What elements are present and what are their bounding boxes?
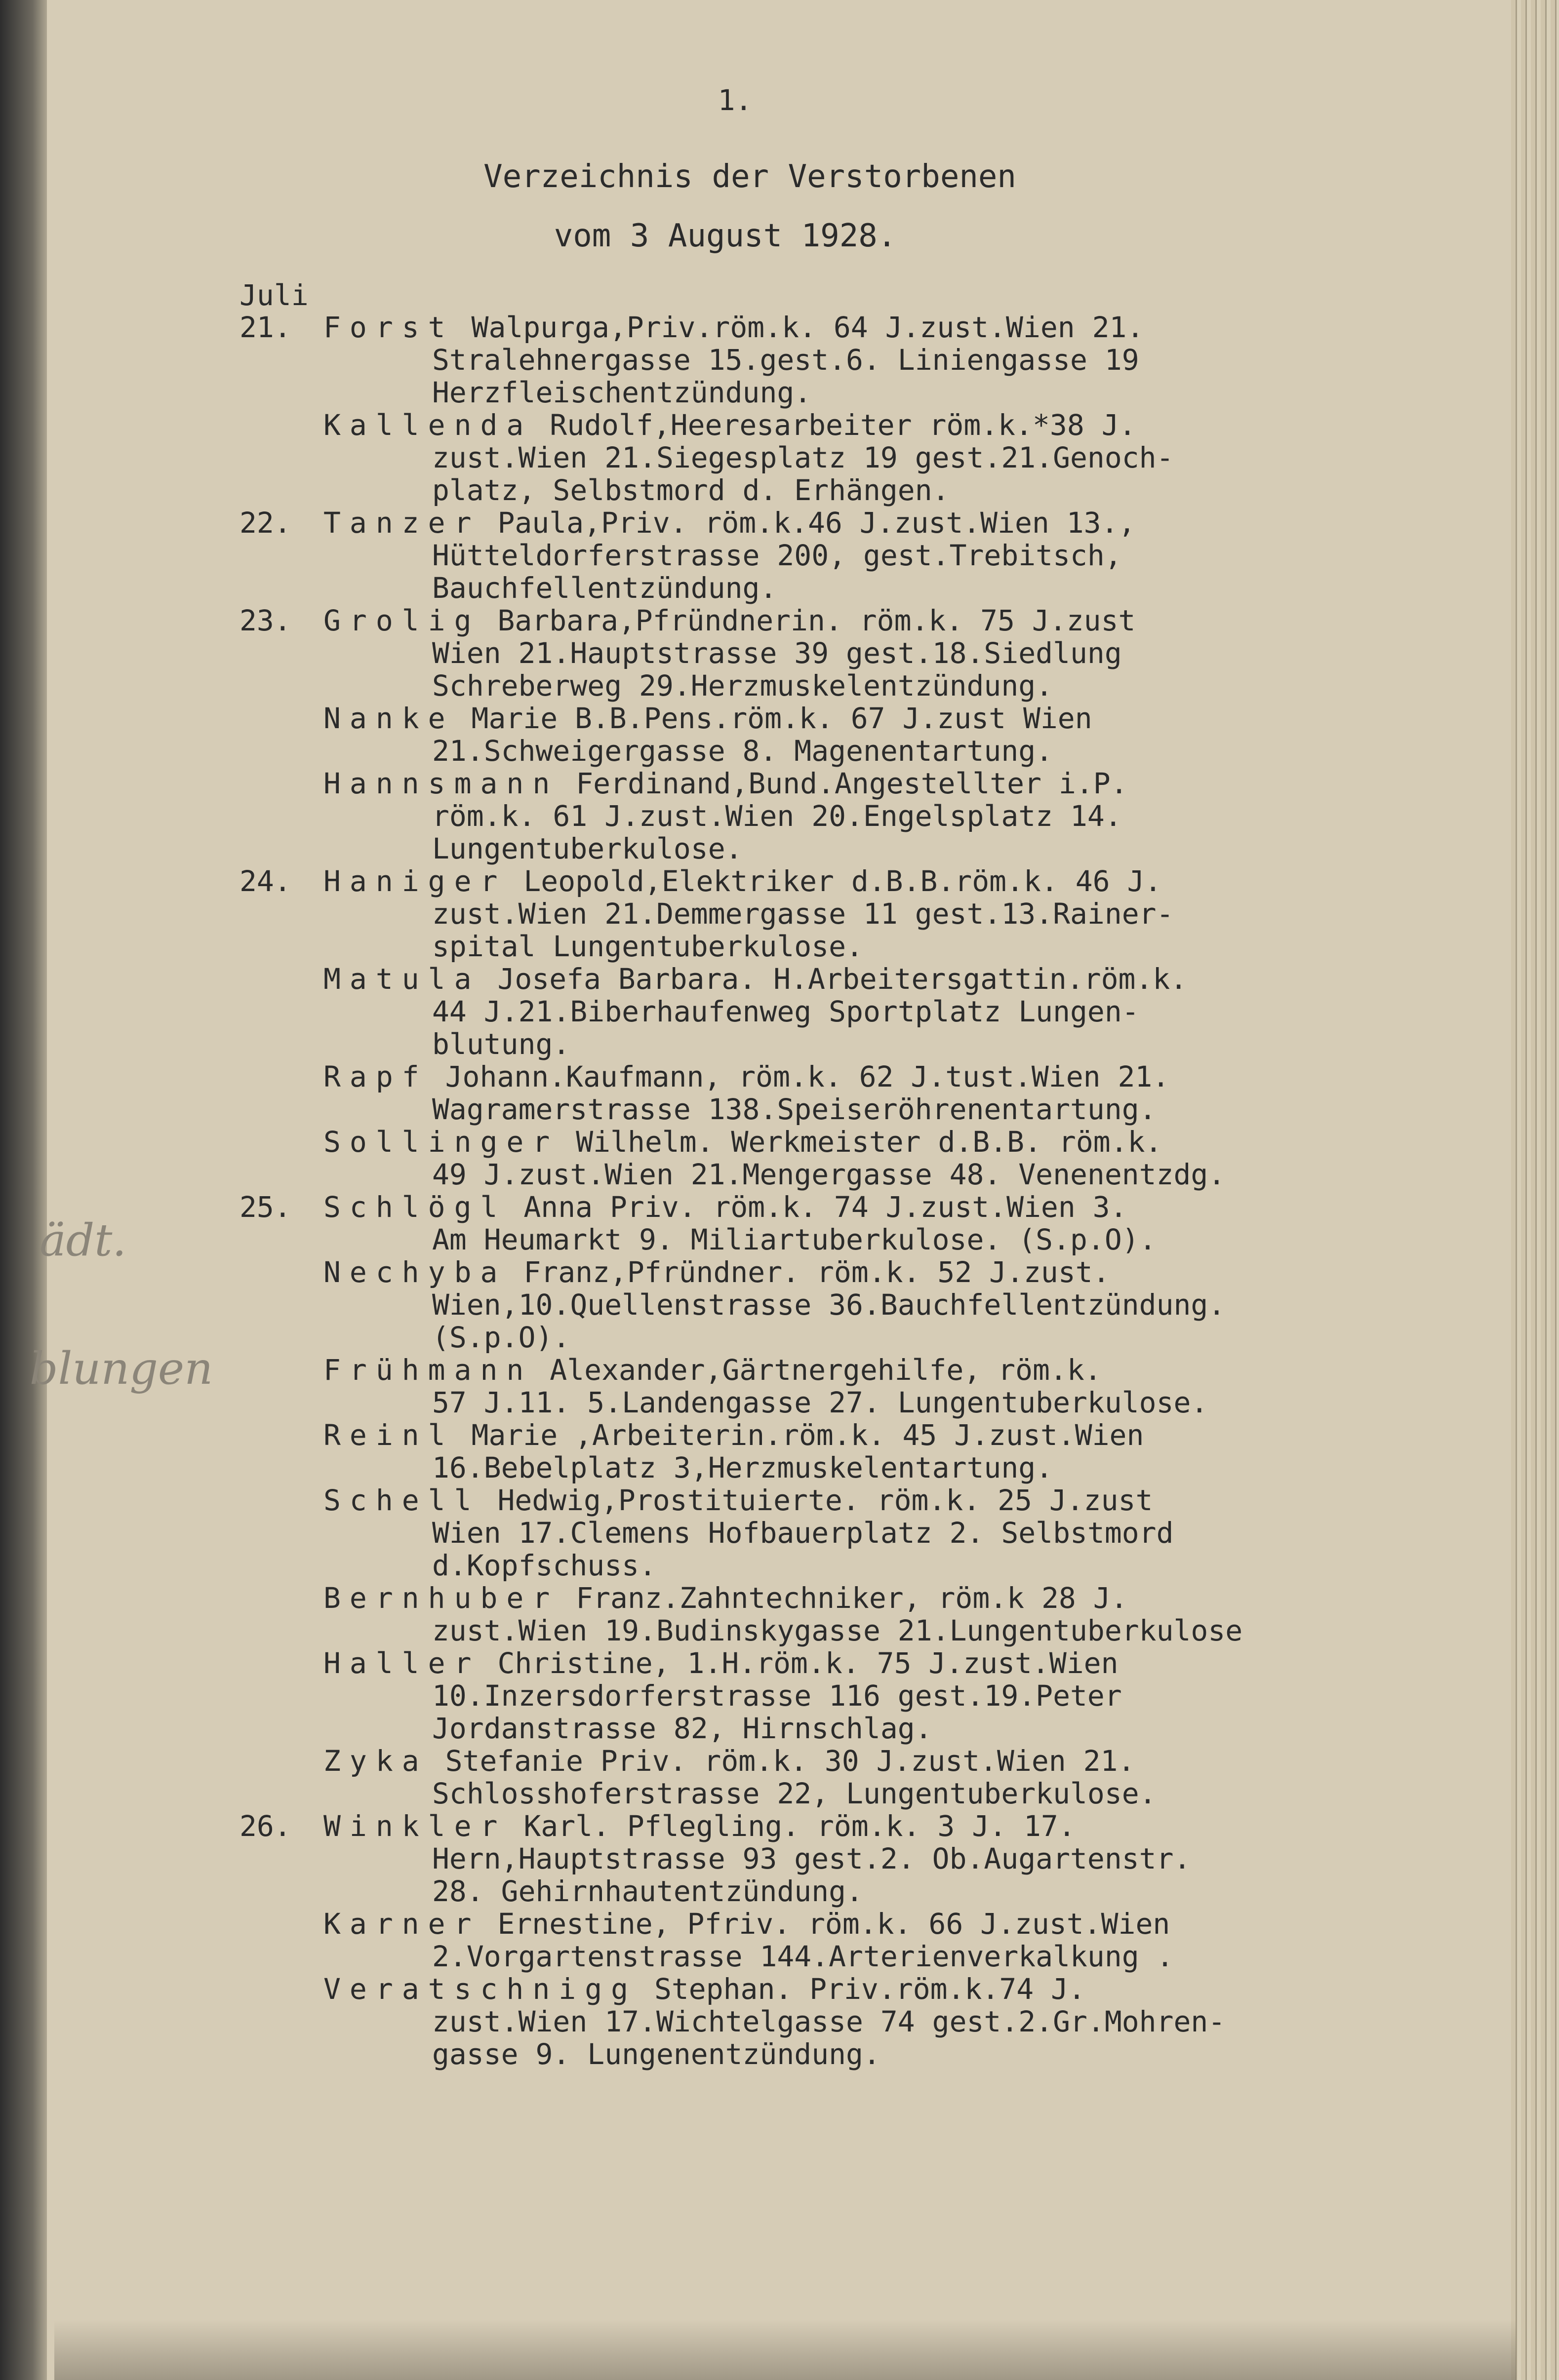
register-entry xyxy=(240,1484,1242,1582)
register-entry xyxy=(240,1354,1242,1419)
entry-continuation: (S.p.O). xyxy=(432,1321,570,1354)
entry-continuation: Wien,10.Quellenstrasse 36.Bauchfellentzündung. xyxy=(432,1288,1226,1322)
entry-first-line xyxy=(240,1582,1242,1614)
register-entry xyxy=(240,1191,1242,1256)
entry-surname: Frühmann xyxy=(323,1353,533,1387)
entry-surname: Sollinger xyxy=(323,1125,559,1159)
entry-first-line xyxy=(240,865,1242,897)
entry-surname: Karner xyxy=(323,1907,480,1941)
entry-text: Stefanie Priv. röm.k. 30 J.zust.Wien 21. xyxy=(445,1744,1135,1778)
entry-continuation: 44 J.21.Biberhaufenweg Sportplatz Lungen- xyxy=(432,995,1139,1028)
register-entry xyxy=(240,507,1242,604)
entry-surname: Haller xyxy=(323,1646,480,1680)
entry-surname: Tanzer xyxy=(323,506,480,540)
register-entry xyxy=(240,865,1242,963)
entry-continuation: 21.Schweigergasse 8. Magenentartung. xyxy=(432,734,1053,768)
entry-text: Barbara,Pfründnerin. röm.k. 75 J.zust xyxy=(497,604,1136,637)
entry-surname: Hannsmann xyxy=(323,767,559,800)
entry-text: Franz,Pfründner. röm.k. 52 J.zust. xyxy=(523,1255,1110,1289)
entry-text: Marie B.B.Pens.röm.k. 67 J.zust Wien xyxy=(471,702,1092,735)
entry-continuation: platz, Selbstmord d. Erhängen. xyxy=(432,473,950,507)
entry-text: Wilhelm. Werkmeister d.B.B. röm.k. xyxy=(576,1125,1162,1159)
register-entry xyxy=(240,767,1242,865)
register-entry xyxy=(240,1126,1242,1191)
register-entry xyxy=(240,1810,1242,1908)
entry-surname: Forst xyxy=(323,311,454,344)
margin-note: ädt. xyxy=(40,1214,127,1266)
entry-text: Leopold,Elektriker d.B.B.röm.k. 46 J. xyxy=(523,864,1162,898)
entry-continuation: 28. Gehirnhautentzündung. xyxy=(432,1874,863,1908)
entry-surname: Schlögl xyxy=(323,1190,507,1224)
entry-continuation: 57 J.11. 5.Landengasse 27. Lungentuberkulose. xyxy=(432,1386,1208,1419)
book-gutter-shadow xyxy=(0,0,54,2380)
date-line: vom 3 August 1928. xyxy=(554,218,897,254)
page-title: Verzeichnis der Verstorbenen xyxy=(483,158,1016,195)
register-entry xyxy=(240,1908,1242,1973)
entry-surname: Bernhuber xyxy=(323,1581,559,1615)
entry-first-line xyxy=(240,1419,1242,1451)
entry-surname: Nechyba xyxy=(323,1255,507,1289)
entry-text: Johann.Kaufmann, röm.k. 62 J.tust.Wien 21. xyxy=(445,1060,1170,1093)
entry-first-line xyxy=(240,1484,1242,1517)
register-entry xyxy=(240,963,1242,1060)
entry-continuation: Stralehnergasse 15.gest.6. Liniengasse 19 xyxy=(432,343,1139,377)
page-number: 1. xyxy=(718,83,753,117)
entry-first-line xyxy=(240,1191,1242,1223)
entry-surname: Matula xyxy=(323,962,480,996)
entry-first-line xyxy=(240,1354,1242,1386)
entry-continuation: Lungentuberkulose. xyxy=(432,832,743,865)
entry-text: Rudolf,Heeresarbeiter röm.k.*38 J. xyxy=(550,408,1136,442)
register-entry xyxy=(240,604,1242,702)
entry-first-line xyxy=(240,963,1242,995)
entry-first-line xyxy=(240,507,1242,539)
entry-continuation: zust.Wien 17.Wichtelgasse 74 gest.2.Gr.Mohren- xyxy=(432,2005,1226,2038)
entry-surname: Nanke xyxy=(323,702,454,735)
entry-first-line xyxy=(240,1908,1242,1940)
entry-surname: Rapf xyxy=(323,1060,428,1093)
entry-continuation: zust.Wien 21.Siegesplatz 19 gest.21.Genoch- xyxy=(432,441,1174,474)
entry-first-line xyxy=(240,604,1242,637)
margin-note: blungen xyxy=(30,1343,213,1395)
entry-continuation: zust.Wien 19.Budinskygasse 21.Lungentuberkulose xyxy=(432,1614,1243,1647)
entry-first-line xyxy=(240,409,1242,441)
entry-day: 21. xyxy=(240,311,291,344)
entry-continuation: Wien 21.Hauptstrasse 39 gest.18.Siedlung xyxy=(432,636,1122,670)
register-entry xyxy=(240,1419,1242,1484)
death-register-list xyxy=(240,311,1242,2070)
entry-surname: Grolig xyxy=(323,604,480,637)
entry-continuation: gasse 9. Lungenentzündung. xyxy=(432,2037,880,2071)
entry-continuation: röm.k. 61 J.zust.Wien 20.Engelsplatz 14. xyxy=(432,799,1122,833)
entry-day: 23. xyxy=(240,604,291,637)
entry-surname: Reinl xyxy=(323,1418,454,1452)
entry-continuation: Schlosshoferstrasse 22, Lungentuberkulose. xyxy=(432,1777,1157,1810)
entry-first-line xyxy=(240,702,1242,735)
entry-continuation: 2.Vorgartenstrasse 144.Arterienverkalkung . xyxy=(432,1940,1174,1973)
entry-continuation: Jordanstrasse 82, Hirnschlag. xyxy=(432,1712,932,1745)
entry-continuation: Schreberweg 29.Herzmuskelentzündung. xyxy=(432,669,1053,702)
entry-continuation: Hütteldorferstrasse 200, gest.Trebitsch, xyxy=(432,539,1122,572)
entry-continuation: blutung. xyxy=(432,1027,570,1061)
entry-continuation: 16.Bebelplatz 3,Herzmuskelentartung. xyxy=(432,1451,1053,1484)
entry-text: Franz.Zahntechniker, röm.k 28 J. xyxy=(576,1581,1128,1615)
entry-text: Ferdinand,Bund.Angestellter i.P. xyxy=(576,767,1128,800)
register-entry xyxy=(240,409,1242,507)
entry-continuation: d.Kopfschuss. xyxy=(432,1549,656,1582)
entry-continuation: Herzfleischentzündung. xyxy=(432,376,812,409)
entry-first-line xyxy=(240,1745,1242,1777)
entry-day: 22. xyxy=(240,506,291,540)
entry-surname: Zyka xyxy=(323,1744,428,1778)
register-entry xyxy=(240,1745,1242,1810)
entry-first-line xyxy=(240,767,1242,800)
entry-continuation: Wagramerstrasse 138.Speiseröhrenentartung. xyxy=(432,1092,1157,1126)
register-entry xyxy=(240,1647,1242,1745)
entry-day: 24. xyxy=(240,864,291,898)
entry-continuation: zust.Wien 21.Demmergasse 11 gest.13.Rainer- xyxy=(432,897,1174,931)
entry-first-line xyxy=(240,1256,1242,1288)
entry-text: Paula,Priv. röm.k.46 J.zust.Wien 13., xyxy=(497,506,1136,540)
entry-surname: Kallenda xyxy=(323,408,533,442)
entry-text: Stephan. Priv.röm.k.74 J. xyxy=(654,1972,1085,2006)
entry-day: 26. xyxy=(240,1809,291,1843)
entry-continuation: Bauchfellentzündung. xyxy=(432,571,777,605)
entry-surname: Haniger xyxy=(323,864,507,898)
register-entry xyxy=(240,1256,1242,1354)
entry-text: Christine, 1.H.röm.k. 75 J.zust.Wien xyxy=(497,1646,1119,1680)
entry-text: Walpurga,Priv.röm.k. 64 J.zust.Wien 21. xyxy=(471,311,1144,344)
entry-continuation: spital Lungentuberkulose. xyxy=(432,930,863,963)
register-entry xyxy=(240,1582,1242,1647)
entry-continuation: 10.Inzersdorferstrasse 116 gest.19.Peter xyxy=(432,1679,1122,1713)
page-edges xyxy=(1511,0,1559,2380)
entry-text: Alexander,Gärtnergehilfe, röm.k. xyxy=(550,1353,1102,1387)
entry-surname: Schell xyxy=(323,1483,480,1517)
register-entry xyxy=(240,702,1242,767)
entry-continuation: Hern,Hauptstrasse 93 gest.2. Ob.Augartenstr. xyxy=(432,1842,1191,1875)
entry-continuation: 49 J.zust.Wien 21.Mengergasse 48. Venenentzdg. xyxy=(432,1158,1226,1191)
entry-first-line xyxy=(240,1810,1242,1842)
entry-text: Anna Priv. röm.k. 74 J.zust.Wien 3. xyxy=(523,1190,1127,1224)
entry-text: Marie ,Arbeiterin.röm.k. 45 J.zust.Wien xyxy=(471,1418,1144,1452)
entry-first-line xyxy=(240,1126,1242,1158)
entry-day: 25. xyxy=(240,1190,291,1224)
register-entry xyxy=(240,1973,1242,2070)
entry-continuation: Am Heumarkt 9. Miliartuberkulose. (S.p.O). xyxy=(432,1223,1157,1256)
entry-first-line xyxy=(240,1647,1242,1679)
entry-first-line xyxy=(240,1973,1242,2005)
entry-text: Josefa Barbara. H.Arbeitersgattin.röm.k. xyxy=(497,962,1188,996)
entry-first-line xyxy=(240,311,1242,344)
entry-text: Ernestine, Pfriv. röm.k. 66 J.zust.Wien xyxy=(497,1907,1170,1941)
entry-text: Karl. Pflegling. röm.k. 3 J. 17. xyxy=(523,1809,1076,1843)
entry-continuation: Wien 17.Clemens Hofbauerplatz 2. Selbstmord xyxy=(432,1516,1174,1550)
register-entry xyxy=(240,311,1242,409)
register-entry xyxy=(240,1060,1242,1126)
month-label: Juli xyxy=(240,278,309,312)
entry-text: Hedwig,Prostituierte. röm.k. 25 J.zust xyxy=(497,1483,1153,1517)
entry-first-line xyxy=(240,1060,1242,1093)
entry-surname: Veratschnigg xyxy=(323,1972,638,2006)
page-bottom-shadow xyxy=(54,2320,1516,2380)
entry-surname: Winkler xyxy=(323,1809,507,1843)
